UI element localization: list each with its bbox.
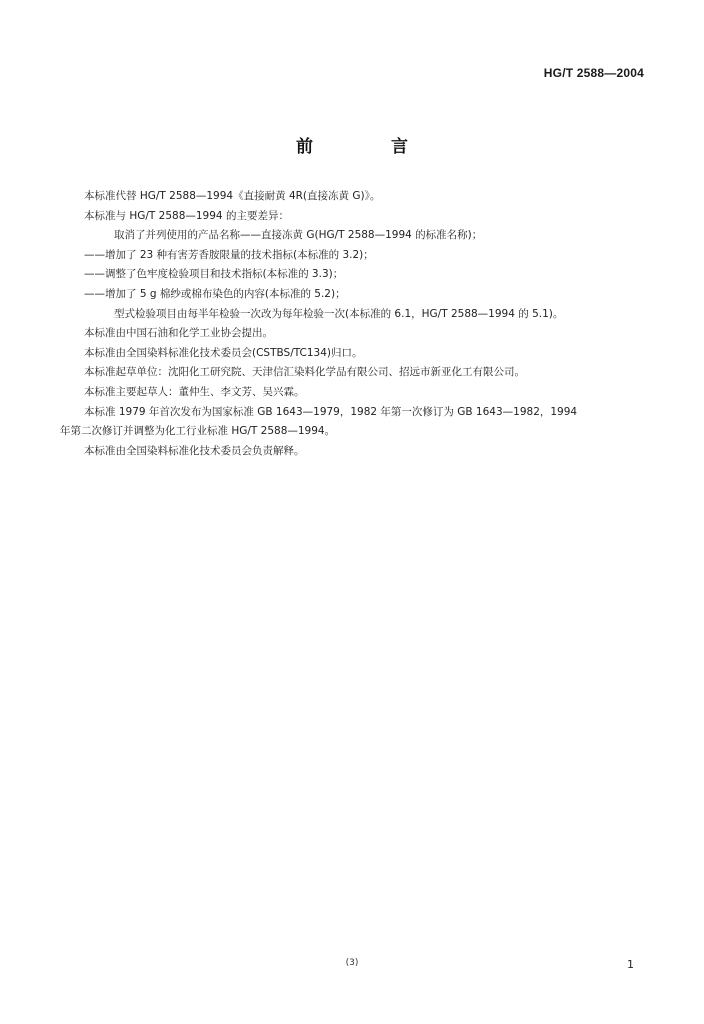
paragraph-line: 本标准由全国染料标准化技术委员会负责解释。	[84, 444, 305, 457]
paragraph-line: 本标准由全国染料标准化技术委员会(CSTBS/TC134)归口。	[84, 346, 363, 359]
page-code: (3)	[345, 958, 359, 968]
standard-number: HG/T 2588—2004	[543, 66, 644, 80]
paragraph-line: 本标准与 HG/T 2588—1994 的主要差异：	[84, 209, 289, 222]
page-number: 1	[627, 958, 634, 971]
paragraph-line: 取消了并列使用的产品名称——直接冻黄 G(HG/T 2588—1994 的标准名称)；	[114, 229, 483, 242]
paragraph-line: ——调整了色牢度检验项目和技术指标(本标准的 3.3)；	[84, 268, 344, 281]
paragraph-line: 年第二次修订并调整为化工行业标准 HG/T 2588—1994。	[60, 425, 336, 438]
paragraph-line: ——增加了 5 g 棉纱或棉布染色的内容(本标准的 5.2)；	[84, 287, 346, 300]
paragraph-line: 本标准代替 HG/T 2588—1994《直接耐黄 4R(直接冻黄 G)》。	[84, 190, 381, 202]
foreword-body	[60, 187, 650, 461]
paragraph-line: 本标准 1979 年首次发布为国家标准 GB 1643—1979，1982 年第一次修订为 GB 1643—1982，1994	[84, 405, 578, 418]
paragraph-line: 本标准主要起草人：董仲生、李文芳、吴兴霖。	[84, 385, 305, 398]
paragraph-line: ——增加了 23 种有害芳香胺限量的技术指标(本标准的 3.2)；	[84, 248, 374, 261]
paragraph-line: 型式检验项目由每半年检验一次改为每年检验一次(本标准的 6.1，HG/T 2588—1994 的 5.1)。	[114, 307, 564, 320]
paragraph-line: 本标准起草单位：沈阳化工研究院、天津信汇染料化学品有限公司、招远市新亚化工有限公司。	[84, 366, 525, 379]
page-title: 前 言	[296, 137, 444, 157]
paragraph-line: 本标准由中国石油和化学工业协会提出。	[84, 327, 273, 340]
